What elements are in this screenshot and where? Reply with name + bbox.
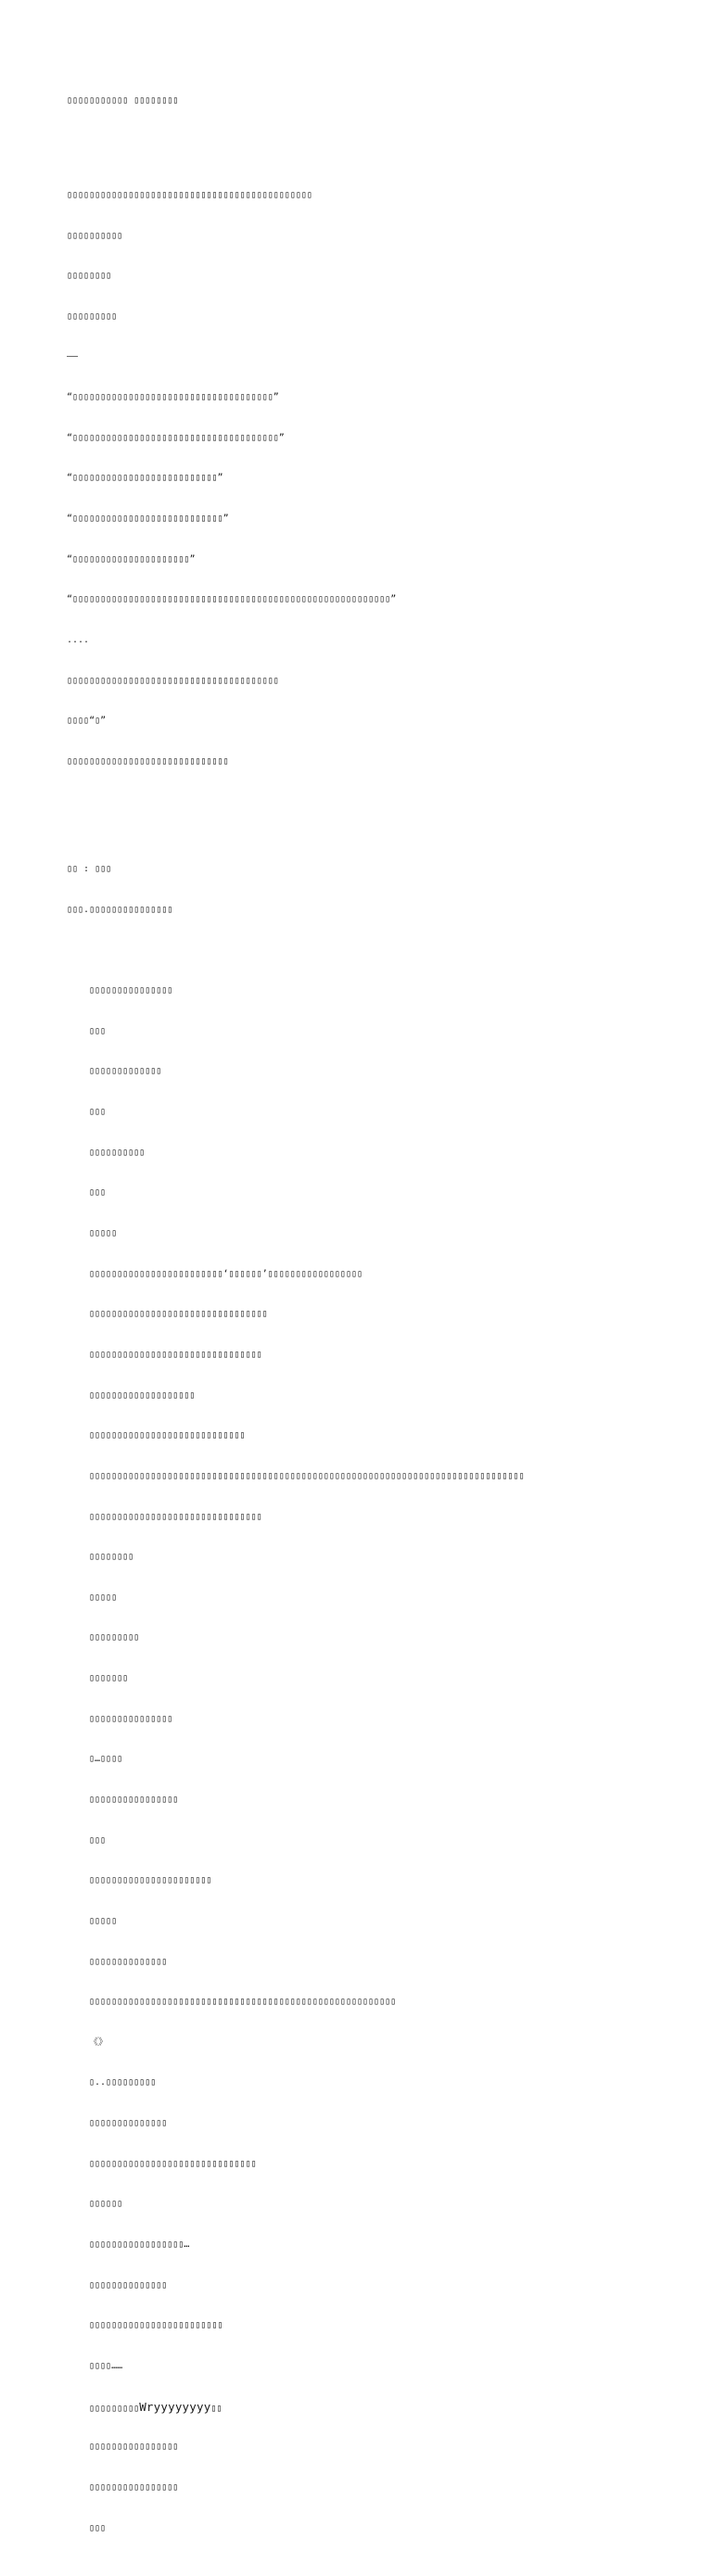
list-item: ▯▯▯▯▯▯▯▯▯▯▯▯▯▯▯▯▯▯▯▯▯▯▯▯▯▯▯▯▯▯ [89,2158,257,2169]
list-item: ▯▯▯▯▯▯▯▯▯▯▯▯▯▯▯▯ [89,2442,179,2453]
list-item: ▯▯▯▯▯▯▯▯▯▯▯▯▯▯▯▯▯▯▯▯▯▯▯▯▯▯▯▯▯▯▯ [89,1349,262,1360]
list-item: ▯▯▯▯▯▯▯▯▯▯▯▯▯▯▯▯ [89,1795,179,1805]
list-item: ▯▯▯▯▯▯▯ [89,1673,129,1684]
intro-line: ▯▯▯▯▯▯▯▯ [67,271,112,282]
list-item: ▯▯▯▯▯▯▯▯▯▯▯▯▯▯▯▯▯▯▯▯▯▯▯▯▯▯▯▯▯▯▯▯▯▯▯▯▯▯▯▯▯▯▯▯▯▯▯▯▯▯▯▯▯▯▯▯▯▯▯▯▯▯▯▯▯▯▯▯▯▯▯▯▯▯▯▯▯▯ [89,1470,525,1481]
list-item: ▯▯▯▯▯ [89,1592,118,1603]
quoted-line: “▯▯▯▯▯▯▯▯▯▯▯▯▯▯▯▯▯▯▯▯▯▯▯▯▯▯▯▯▯▯▯▯▯▯▯▯” [67,392,279,403]
intro-line: ▯▯▯▯▯▯▯▯▯▯ [67,230,123,241]
quoted-line: “▯▯▯▯▯▯▯▯▯▯▯▯▯▯▯▯▯▯▯▯▯▯▯▯▯▯▯▯▯▯▯▯▯▯▯▯▯▯▯▯▯▯▯▯▯▯▯▯▯▯▯▯▯▯▯▯▯” [67,594,397,605]
quoted-line: “▯▯▯▯▯▯▯▯▯▯▯▯▯▯▯▯▯▯▯▯▯▯▯▯▯▯▯▯▯▯▯▯▯▯▯▯▯” [67,432,285,443]
list-item: ▯▯▯ [89,1834,107,1846]
list-item: ▯▯▯▯▯▯▯▯▯▯▯▯▯▯▯ [89,1713,173,1724]
list-item: ▯▯▯▯▯▯▯▯▯▯▯▯▯▯▯▯▯… [89,2240,190,2251]
indented-list [67,958,697,2562]
document-body [67,68,697,2576]
section-header: ▯▯ : ▯▯▯ [67,864,112,875]
list-item: ▯▯▯▯▯▯▯▯▯▯ [89,1147,146,1158]
wry-suffix: ▯▯ [210,2403,222,2414]
list-item: ▯▯▯▯▯▯▯▯▯▯▯▯▯▯ [89,2279,168,2290]
list-item: ▯▯▯ [89,1187,107,1199]
wry-latin-text: Wryyyyyyyy [139,2399,211,2414]
list-item: ▯▯▯ [89,2522,107,2533]
quoted-line: “▯▯▯▯▯▯▯▯▯▯▯▯▯▯▯▯▯▯▯▯▯” [67,553,196,565]
list-item: ▯▯▯▯▯▯▯▯▯▯▯▯▯ [89,1066,162,1077]
list-item: ▯▯▯▯▯▯▯▯▯▯▯▯▯▯ [89,2118,168,2129]
list-item: ▯▯▯▯▯▯▯▯▯▯▯▯▯▯▯▯ [89,2481,179,2493]
list-item: ▯▯▯▯▯ [89,1915,118,1926]
intro-line: ▯▯▯▯“▯” [67,716,107,727]
intro-line: ▯▯▯▯▯▯▯▯▯ [67,311,118,322]
list-item: ▯▯▯▯▯▯▯▯▯▯▯▯▯▯▯▯▯▯▯▯▯▯▯▯▯▯▯▯ [89,1430,246,1441]
quoted-line: “▯▯▯▯▯▯▯▯▯▯▯▯▯▯▯▯▯▯▯▯▯▯▯▯▯▯” [67,473,223,484]
intro-line: ▯▯▯▯▯▯▯▯▯▯▯▯▯▯▯▯▯▯▯▯▯▯▯▯▯▯▯▯▯▯▯▯▯▯▯▯▯▯▯▯▯▯▯▯ [67,189,312,200]
list-item: ▯▯▯▯▯▯▯▯▯▯▯▯▯▯▯▯▯▯▯ [89,1390,196,1401]
list-item: ▯..▯▯▯▯▯▯▯▯▯ [89,2077,157,2088]
document-title: ▯▯▯▯▯▯▯▯▯▯▯ ▯▯▯▯▯▯▯▯ [67,95,179,107]
list-item: ▯▯▯▯▯▯▯▯▯▯▯▯▯▯▯ [89,985,173,996]
list-item: ▯▯▯▯▯▯▯▯▯ [89,1632,140,1643]
list-item: ▯▯▯▯▯▯ [89,2199,123,2210]
list-item: ▯▯▯▯▯▯▯▯▯▯▯▯▯▯▯▯▯▯▯▯▯▯▯▯ [89,2320,223,2331]
list-item: ▯▯▯▯…… [89,2360,123,2371]
book-title-brackets: 《》 [89,2037,108,2048]
dash-separator: —— [67,351,79,362]
section-first-line: ▯▯▯.▯▯▯▯▯▯▯▯▯▯▯▯▯▯▯ [67,904,173,915]
blank-line [67,135,697,149]
blank-line [67,809,697,823]
list-item: ▯…▯▯▯▯ [89,1754,123,1765]
list-item: ▯▯▯▯▯▯▯▯▯▯▯▯▯▯▯▯▯▯▯▯▯▯▯▯▯▯▯▯▯▯▯▯▯▯▯▯▯▯▯▯▯▯▯▯▯▯▯▯▯▯▯▯▯▯▯ [89,1997,397,2008]
list-item: ▯▯▯▯▯▯▯▯▯▯▯▯▯▯▯▯▯▯▯▯▯▯▯▯▯▯▯▯▯▯▯ [89,1511,262,1522]
list-item: ▯▯▯▯▯▯▯▯▯▯▯▯▯▯▯▯▯▯▯▯▯▯▯▯▯▯▯▯▯▯▯▯ [89,1309,268,1320]
list-item: ▯▯▯▯▯▯▯▯▯▯▯▯▯▯ [89,1956,168,1967]
list-item: ▯▯▯ [89,1025,107,1036]
quoted-line: “▯▯▯▯▯▯▯▯▯▯▯▯▯▯▯▯▯▯▯▯▯▯▯▯▯▯▯” [67,514,229,525]
list-item: ▯▯▯▯▯▯▯▯▯▯▯▯▯▯▯▯▯▯▯▯▯▯ [89,1875,212,1886]
intro-line: ▯▯▯▯▯▯▯▯▯▯▯▯▯▯▯▯▯▯▯▯▯▯▯▯▯▯▯▯▯▯▯▯▯▯▯▯▯▯ [67,675,279,686]
list-item: ▯▯▯▯▯▯▯▯▯▯▯▯▯▯▯▯▯▯▯▯▯▯▯▯‘▯▯▯▯▯▯’▯▯▯▯▯▯▯▯▯▯▯▯▯▯▯▯▯ [89,1268,363,1279]
list-item: ▯▯▯▯▯ [89,1228,118,1239]
intro-line: ▯▯▯▯▯▯▯▯▯▯▯▯▯▯▯▯▯▯▯▯▯▯▯▯▯▯▯▯▯ [67,755,229,767]
wry-prefix: ▯▯▯▯▯▯▯▯▯ [89,2403,140,2414]
list-item: ▯▯▯ [89,1107,107,1118]
list-item: ▯▯▯▯▯▯▯▯ [89,1552,134,1563]
ellipsis-line: .... [67,634,90,645]
wry-line [67,2401,697,2415]
